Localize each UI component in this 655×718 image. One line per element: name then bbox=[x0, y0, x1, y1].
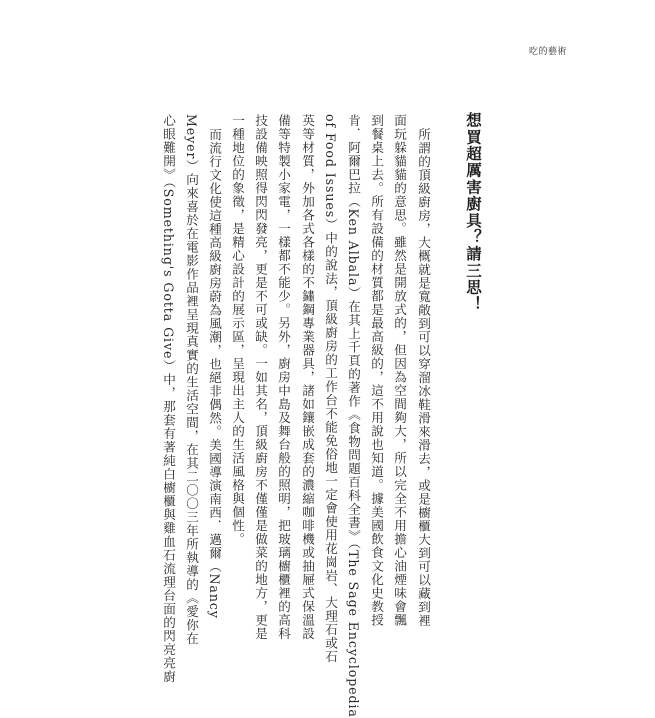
body-line: 一種地位的象徵，是精心設計的展示區，呈現出主人的生活風格與個性。 bbox=[230, 114, 245, 546]
body-line: of Food Issues）中的說法，頂級廚房的工作台不能免俗地一定會使用花崗岩、大理石或石 bbox=[323, 114, 338, 664]
body-line: 肯．阿爾巴拉（Ken Albala）在其上千頁的著作《食物問題百科全書》（The Sage Encyclopedia bbox=[346, 114, 361, 718]
body-line: Meyer）向來喜於在電影作品裡呈現真實的生活空間，在其二〇〇三年所執導的《愛你在 bbox=[184, 114, 199, 646]
body-line: 所謂的頂級廚房，大概就是寬敞到可以穿溜冰鞋滑來滑去，或是櫥櫃大到可以藏到裡 bbox=[416, 128, 431, 628]
body-line: 心眼難開》（Something's Gotta Give）中，那套有著純白櫥櫃與雞血石流理台面的閃亮亮廚 bbox=[161, 114, 176, 684]
section-title: 想買超厲害廚具？請三思！ bbox=[464, 112, 482, 313]
body-line: 到餐桌上去。所有設備的材質都是最高級的，這不用說也知道。據美國飲食文化史教授 bbox=[369, 114, 384, 627]
body-line: 而流行文化使這種高級廚房蔚為風潮，也絕非偶然。美國導演南西．邁爾（Nancy bbox=[207, 128, 222, 619]
running-head: 吃的藝術 bbox=[528, 47, 567, 57]
body-line: 備等特製小家電，一樣都不能少。另外，廚房中島及舞台般的照明，把玻璃櫥櫃裡的高科 bbox=[276, 114, 291, 641]
body-line: 英等材質，外加各式各樣的不鏽鋼專業器具，諸如鑲嵌成套的濃縮咖啡機或抽屜式保溫設 bbox=[300, 114, 315, 641]
body-line: 面玩躲貓貓的意思。雖然是開放式的，但因為空間夠大，所以完全不用擔心油煙味會飄 bbox=[392, 114, 407, 627]
body-line: 技設備映照得閃閃發亮，更是不可或缺。一如其名，頂級廚房不僅僅是做菜的地方，更是 bbox=[253, 114, 268, 641]
